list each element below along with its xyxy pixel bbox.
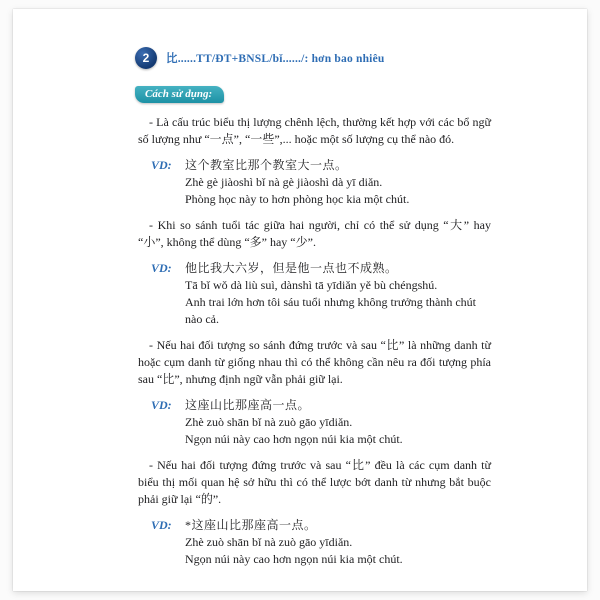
example-body <box>185 517 491 568</box>
note-paragraph: - Nếu hai đối tượng đứng trước và sau “比” đều là các cụm danh từ biểu thị mối quan hệ sở hữu thì có thể lược bớt danh từ nhưng bắt buộc phải giữ lại “的”. <box>138 458 491 506</box>
section-number-badge: 2 <box>135 47 157 69</box>
example-block <box>151 397 491 448</box>
usage-label-tag: Cách sử dụng: <box>135 86 224 103</box>
example-chinese: 他比我大六岁，但是他一点也不成熟。 <box>185 261 398 275</box>
example-label: VD: <box>151 518 172 532</box>
section-title: 比......TT/ĐT+BNSL/bǐ....../: hơn bao nhiêu <box>166 53 385 65</box>
example-pinyin: Zhè gè jiàoshì bǐ nà gè jiàoshì dà yī diǎn. <box>185 175 383 189</box>
page-content <box>138 114 491 568</box>
example-label: VD: <box>151 158 172 172</box>
example-label: VD: <box>151 261 172 275</box>
example-pinyin: Tā bǐ wǒ dà liù suì, dànshì tā yīdiǎn yě bù chéngshú. <box>185 278 438 292</box>
example-block <box>151 157 491 208</box>
book-page <box>13 9 587 591</box>
example-chinese: 这个教室比那个教室大一点。 <box>185 158 348 172</box>
example-vietnamese: Phòng học này to hơn phòng học kia một chút. <box>185 192 410 206</box>
example-vietnamese: Anh trai lớn hơn tôi sáu tuổi nhưng không trưởng thành chút nào cả. <box>185 295 477 326</box>
section-header <box>135 47 491 69</box>
example-body <box>185 260 491 328</box>
example-block <box>151 517 491 568</box>
example-chinese: *这座山比那座高一点。 <box>185 518 317 532</box>
note-paragraph: - Là cấu trúc biểu thị lượng chênh lệch, thường kết hợp với các bổ ngữ số lượng như “一点”, “一些”,... hoặc một số lượng cụ thể nào đó. <box>138 115 491 146</box>
example-pinyin: Zhè zuò shān bǐ nà zuò gāo yīdiǎn. <box>185 415 353 429</box>
example-body <box>185 157 491 208</box>
note-paragraph: - Nếu hai đối tượng so sánh đứng trước và sau “比” là những danh từ hoặc cụm danh từ giống nhau thì có thể không cần nêu ra đối tượng phía sau “比”, nhưng định ngữ vẫn phải giữ lại. <box>138 338 491 386</box>
note-paragraph: - Khi so sánh tuổi tác giữa hai người, chỉ có thể sử dụng “大” hay “小”, không thể dùng “多” hay “少”. <box>138 218 491 249</box>
example-label: VD: <box>151 398 172 412</box>
example-vietnamese: Ngọn núi này cao hơn ngọn núi kia một chút. <box>185 552 403 566</box>
example-vietnamese: Ngọn núi này cao hơn ngọn núi kia một chút. <box>185 432 403 446</box>
example-chinese: 这座山比那座高一点。 <box>185 398 311 412</box>
example-pinyin: Zhè zuò shān bǐ nà zuò gāo yīdiǎn. <box>185 535 353 549</box>
example-block <box>151 260 491 328</box>
example-body <box>185 397 491 448</box>
